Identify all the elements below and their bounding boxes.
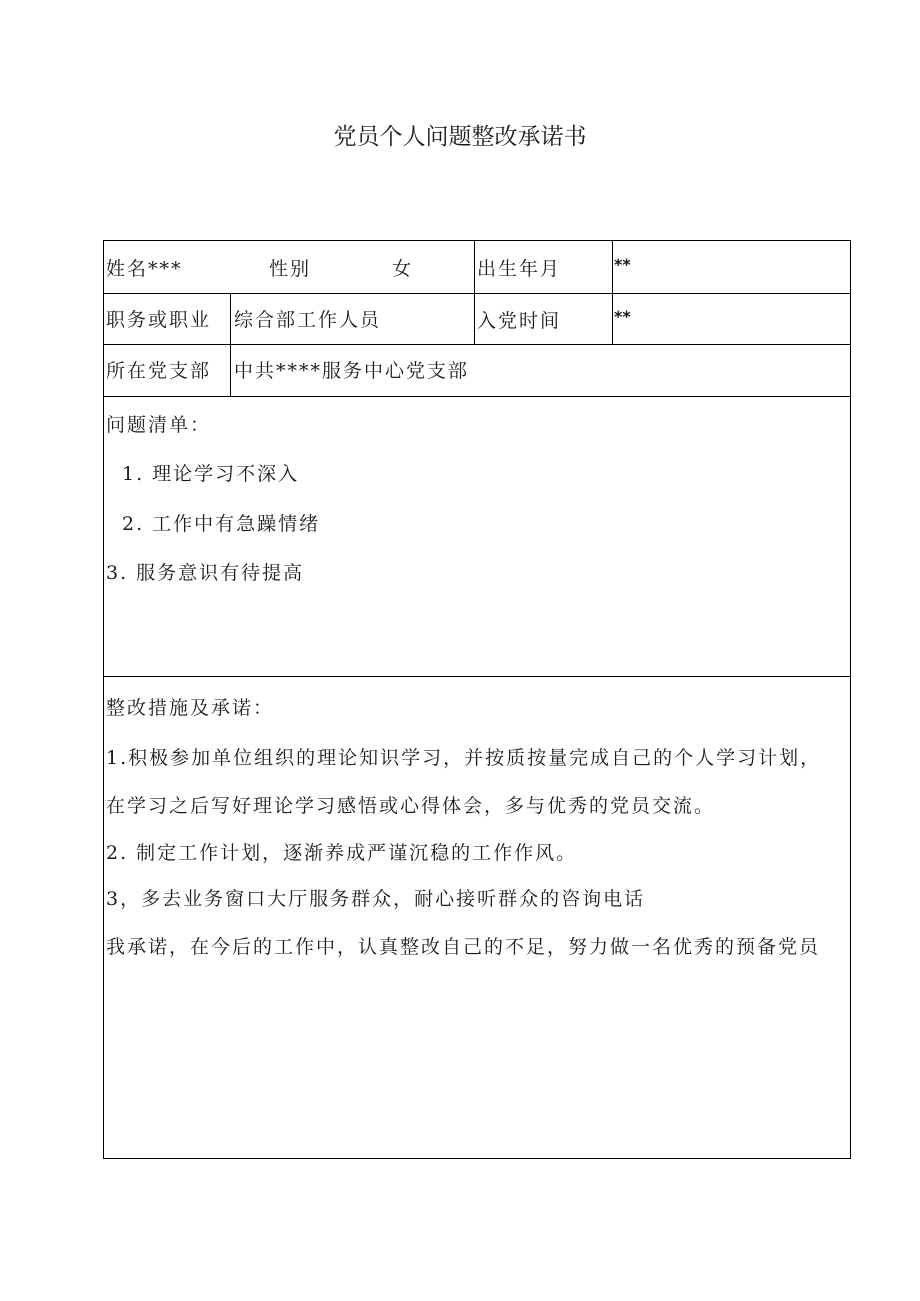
problem-item: 2. 工作中有急躁情绪 (122, 513, 321, 535)
problem-item: 3. 服务意识有待提高 (106, 562, 305, 584)
gender-value: 女 (392, 258, 412, 280)
join-date-value: ** (614, 307, 631, 326)
join-date-label: 入党时间 (477, 310, 562, 332)
gender-label: 性别 (269, 258, 312, 280)
position-value: 综合部工作人员 (234, 309, 382, 331)
birth-date-value: ** (614, 255, 631, 274)
row-divider (104, 396, 850, 397)
problems-heading: 问题清单： (106, 414, 212, 436)
measures-heading: 整改措施及承诺： (106, 697, 275, 719)
problem-item: 1. 理论学习不深入 (122, 463, 300, 485)
commitment-statement: 我承诺，在今后的工作中，认真整改自己的不足，努力做一名优秀的预备党员 (106, 936, 821, 958)
column-divider (230, 293, 231, 396)
measure-line: 在学习之后写好理论学习感悟或心得体会，多与优秀的党员交流。 (106, 795, 716, 817)
birth-date-label: 出生年月 (477, 258, 562, 280)
position-label: 职务或职业 (106, 309, 212, 331)
measure-line: 1.积极参加单位组织的理论知识学习，并按质按量完成自己的个人学习计划， (106, 747, 822, 769)
row-divider (104, 676, 850, 677)
measure-line: 3，多去业务窗口大厅服务群众，耐心接听群众的咨询电话 (106, 888, 646, 910)
party-branch-label: 所在党支部 (106, 360, 212, 382)
measure-line: 2. 制定工作计划，逐渐养成严谨沉稳的工作作风。 (106, 842, 578, 864)
column-divider (612, 241, 613, 344)
row-divider (104, 344, 850, 345)
document-title: 党员个人问题整改承诺书 (333, 124, 587, 150)
party-branch-value: 中共****服务中心党支部 (234, 360, 470, 382)
name-label: 姓名*** (106, 258, 183, 280)
commitment-form-table (103, 240, 851, 1159)
column-divider (474, 241, 475, 344)
row-divider (104, 293, 850, 294)
